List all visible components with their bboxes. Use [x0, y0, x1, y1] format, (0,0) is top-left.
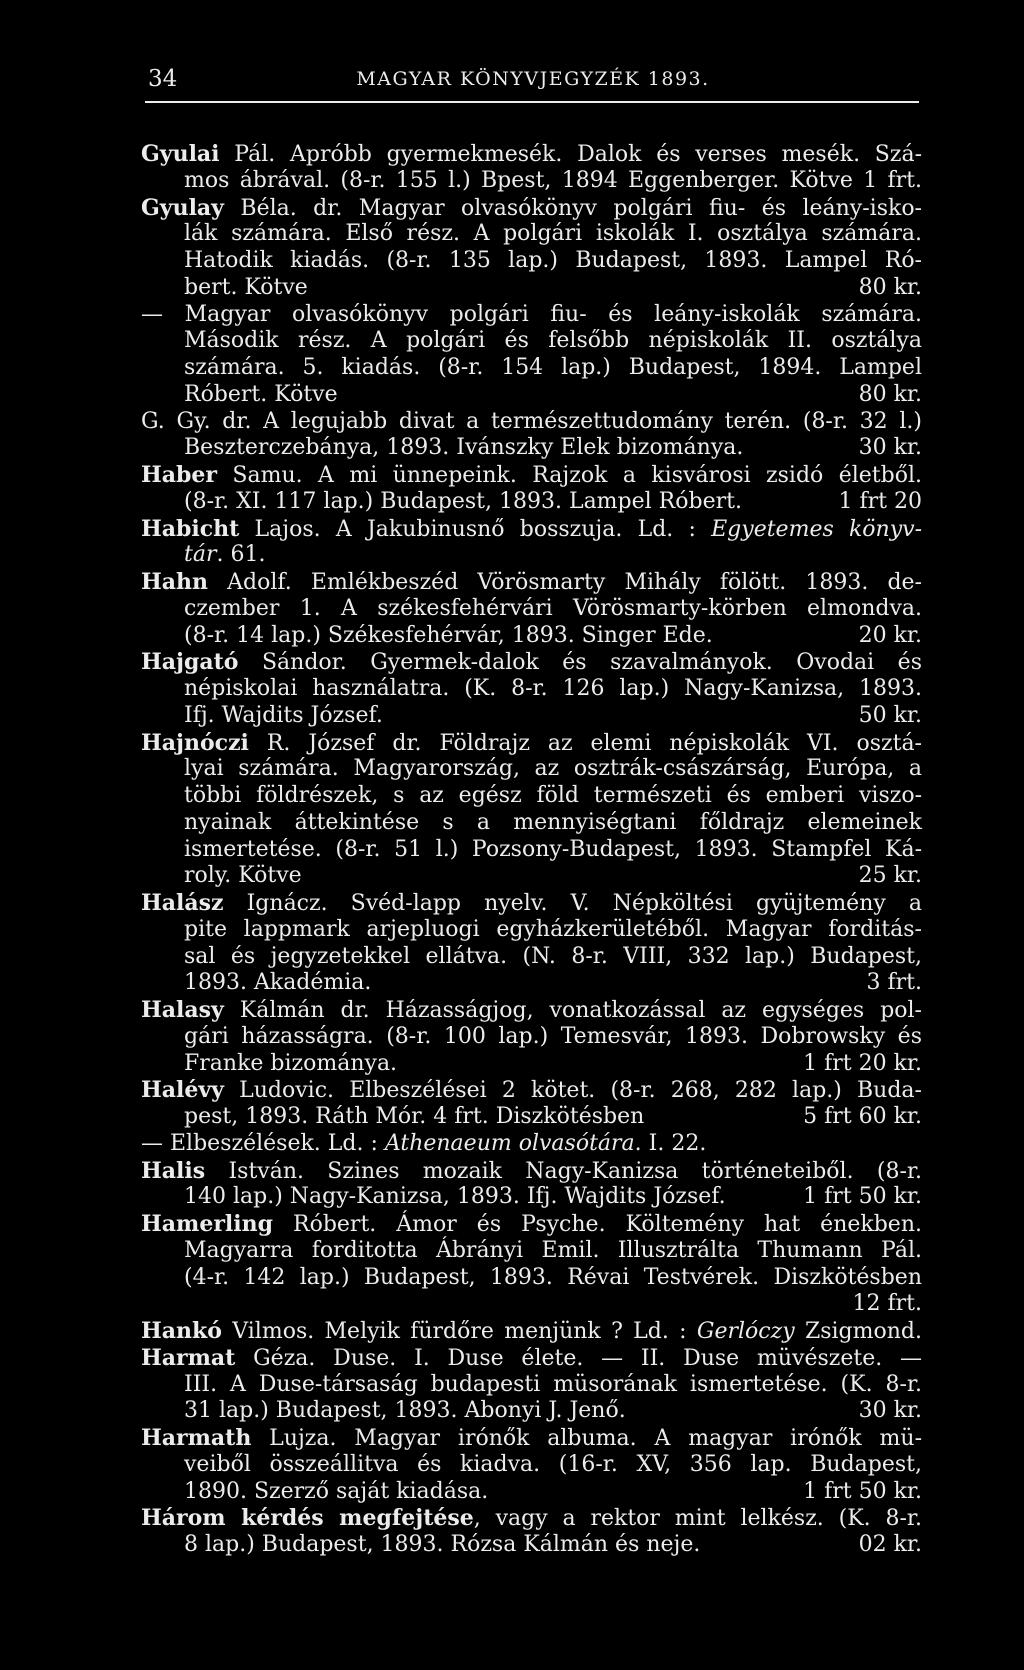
price: 12 frt.: [852, 1291, 922, 1317]
entry-heading: Habicht: [141, 515, 240, 542]
catalog-entry: Haber Samu. A mi ünnepeink. Rajzok a kisvárosi zsidó életből. (8-r. XI. 117 lap.) Budapest, 1893. Lampel Róbert. 1 frt 20: [141, 462, 922, 514]
price: 1 frt 50 kr.: [803, 1184, 922, 1210]
entry-heading: Három kérdés megfejtése: [141, 1505, 474, 1532]
entry-heading: Gyulay: [141, 194, 224, 221]
catalog-entry: — Elbeszélések. Ld. : Athenaeum olvasótára. I. 22.: [141, 1130, 707, 1156]
entry-heading: Halis: [141, 1157, 206, 1184]
catalog-entry: Hamerling Róbert. Ámor és Psyche. Költemény hat énekben. Magyarra forditotta Ábrányi Emil. Illusztrálta Thumann Pál. (4-r. 142 lap.) Budapest, 1893. Révai Testvérek. Diszkötésben 12 frt.: [141, 1211, 922, 1317]
catalog-entry: Harmath Lujza. Magyar irónők albuma. A magyar irónők mü- veiből összeállitva és kiadva. (16-r. XV, 356 lap. Budapest, 1890. Szerző saját kiadása. 1 frt 50 kr.: [141, 1425, 922, 1504]
catalog-entry: Halász Ignácz. Svéd-lapp nyelv. V. Népköltési gyüjtemény a pite lappmark arjepluogi egyházkerületéből. Magyar forditás- sal és jegyzetekkel ellátva. (N. 8-r. VIII, 332 lap.) Budapest, 1893. Akadémia. 3 frt.: [141, 890, 922, 996]
price: 5 frt 60 kr.: [803, 1104, 922, 1129]
catalog-entry: Habicht Lajos. A Jakubinusnő bosszuja. Ld. : Egyetemes könyv- tár. 61.: [141, 515, 922, 568]
entry-heading: Hahn: [141, 569, 209, 595]
page-header: [145, 66, 921, 94]
entry-heading: Hajnóczi: [141, 729, 249, 756]
entry-heading: Hankó: [141, 1318, 222, 1344]
price: 1 frt 20 kr.: [803, 1050, 922, 1076]
price: 30 kr.: [858, 435, 922, 461]
price: 20 kr.: [858, 622, 922, 648]
catalog-entry: Halis István. Szines mozaik Nagy-Kanizsa történeteiből. (8-r. 140 lap.) Nagy-Kanizsa, 1893. Ifj. Wajdits József. 1 frt 50 kr.: [141, 1157, 922, 1210]
price: 1 frt 50 kr.: [803, 1478, 922, 1504]
price: 30 kr.: [858, 1398, 922, 1424]
catalog-entry: Hahn Adolf. Emlékbeszéd Vörösmarty Mihály fölött. 1893. de- czember 1. A székesfehérvári Vörösmarty-körben elmondva. (8-r. 14 lap.) Székesfehérvár, 1893. Singer Ede. 20 kr.: [141, 569, 922, 648]
header-rule: [145, 101, 919, 103]
price: 02 kr.: [858, 1532, 922, 1557]
entry-heading: Harmat: [141, 1344, 236, 1371]
price: 1 frt 20: [838, 488, 922, 514]
page-number: 34: [148, 66, 178, 92]
price: 80 kr.: [858, 381, 922, 407]
catalog-entry: Harmat Géza. Duse. I. Duse élete. — II. Duse müvészete. — III. A Duse-társaság budapesti müsorának ismertetése. (K. 8-r. 31 lap.) Budapest, 1893. Abonyi J. Jenő. 30 kr.: [141, 1344, 922, 1424]
entry-heading: Haber: [141, 462, 218, 488]
catalog-entry: Halasy Kálmán dr. Házasságjog, vonatkozással az egységes pol- gári házasságra. (8-r. 100 lap.) Temesvár, 1893. Dobrowsky és Franke bizománya. 1 frt 20 kr.: [141, 997, 922, 1076]
catalog-entry: Gyulay Béla. dr. Magyar olvasókönyv polgári fiu- és leány-isko- lák számára. Első rész. A polgári iskolák I. osztálya számára. Hatodik kiadás. (8-r. 135 lap.) Budapest, 1893. Lampel Ró- bert. Kötve 80 kr.: [141, 194, 922, 300]
running-title: MAGYAR KÖNYVJEGYZÉK 1893.: [356, 68, 710, 90]
catalog-entry: Hajgató Sándor. Gyermek-dalok és szavalmányok. Ovodai és népiskolai használatra. (K. 8-r. 126 lap.) Nagy-Kanizsa, 1893. Ifj. Wajdits József. 50 kr.: [141, 649, 922, 728]
price: 50 kr.: [858, 702, 922, 728]
entry-heading: Hamerling: [141, 1211, 273, 1237]
catalog-entry: — Magyar olvasókönyv polgári fiu- és leány-iskolák számára. Második rész. A polgári és felsőbb népiskolák II. osztálya számára. 5. kiadás. (8-r. 154 lap.) Budapest, 1894. Lampel Róbert. Kötve 80 kr.: [141, 301, 922, 407]
price: 3 frt.: [866, 970, 922, 996]
catalog-entry: Hankó Vilmos. Melyik fürdőre menjünk ? Ld. : Gerlóczy Zsigmond.: [141, 1318, 922, 1344]
catalog-entry: Halévy Ludovic. Elbeszélései 2 kötet. (8-r. 268, 282 lap.) Buda- pest, 1893. Ráth Mór. 4 frt. Diszkötésben 5 frt 60 kr.: [141, 1077, 922, 1129]
catalog-entry: Három kérdés megfejtése, vagy a rektor mint lelkész. (K. 8-r. 8 lap.) Budapest, 1893. Rózsa Kálmán és neje. 02 kr.: [141, 1505, 922, 1557]
catalog-entry: Hajnóczi R. József dr. Földrajz az elemi népiskolák VI. osztá- lyai számára. Magyarország, az osztrák-császárság, Európa, a többi földrészek, s az egész föld természeti és emberi viszo- nyainak áttekintése s a mennyiségtani főldrajz elemeinek ismertetése. (8-r. 51 l.) Pozsony-Budapest, 1893. Stampfel Ká- roly. Kötve 25 kr.: [141, 729, 922, 889]
price: 25 kr.: [858, 863, 922, 889]
catalog-entry: G. Gy. dr. A legujabb divat a természettudomány terén. (8-r. 32 l.) Beszterczebánya, 1893. Ivánszky Elek bizománya. 30 kr.: [141, 408, 922, 461]
entry-heading: Halasy: [141, 997, 224, 1023]
entry-heading: Hajgató: [141, 649, 239, 676]
price: 80 kr.: [858, 274, 922, 300]
catalog-entries: [141, 141, 922, 1559]
entry-heading: Halász: [141, 890, 224, 916]
entry-heading: Halévy: [141, 1077, 224, 1104]
entry-heading: Harmath: [141, 1425, 252, 1451]
entry-heading: Gyulai: [141, 141, 220, 167]
catalog-entry: Gyulai Pál. Apróbb gyermekmesék. Dalok és verses mesék. Szá- mos ábrával. (8-r. 155 l.) Bpest, 1894 Eggenberger. Kötve 1 frt.: [141, 141, 922, 193]
